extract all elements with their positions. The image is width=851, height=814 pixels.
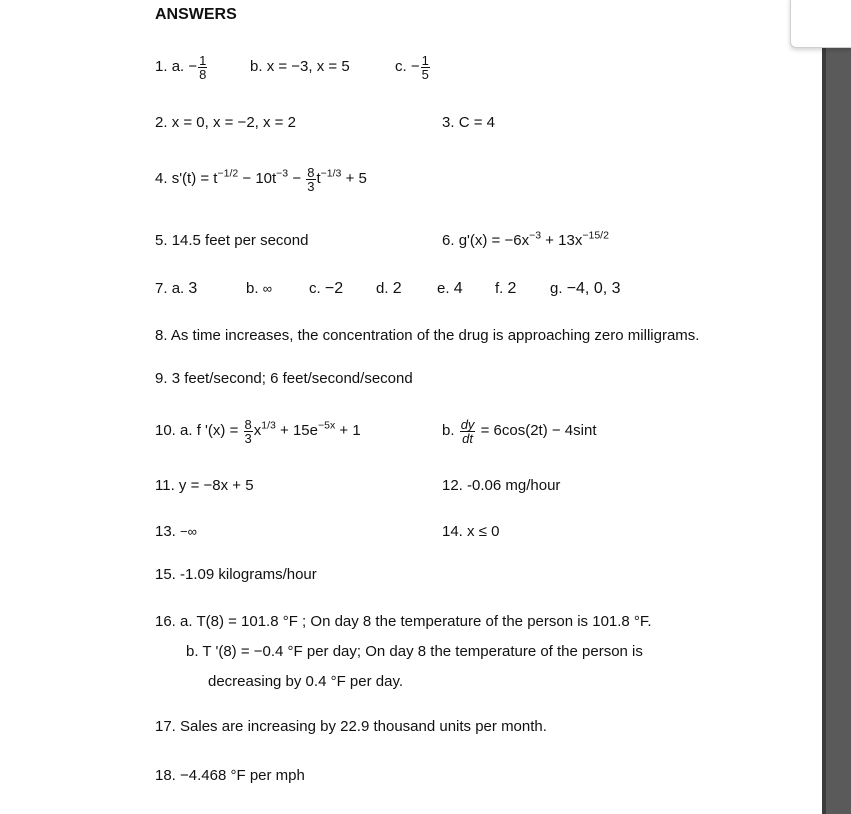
floating-panel-edge [790, 0, 851, 48]
answer-1c-numerator: 1 [421, 52, 429, 68]
answer-17 [155, 718, 547, 735]
answer-1c [395, 52, 431, 82]
answer-16b-continuation [208, 673, 403, 690]
answer-10a-exponent-2: −5x [317, 419, 336, 432]
answer-1a-fraction [198, 54, 207, 81]
answer-10a-term-2: + 15e [275, 422, 318, 439]
answer-7c-label: c. [309, 280, 321, 297]
answer-16b-text: b. T '(8) = −0.4 °F per day; On day 8 the temperature of the person is [186, 643, 643, 660]
answer-15-text: -1.09 kilograms/hour [180, 566, 317, 583]
answer-5-text: 14.5 feet per second [171, 232, 309, 249]
answer-7-number: 7. [155, 280, 168, 297]
answer-1-number: 1. [155, 58, 168, 75]
answer-8-text: As time increases, the concentration of the drug is approaching zero milligrams. [170, 327, 700, 344]
answer-1 [155, 52, 208, 82]
answer-18-number: 18. [155, 767, 176, 784]
answer-9-text: 3 feet/second; 6 feet/second/second [171, 370, 413, 387]
answer-10b-denominator: dt [462, 430, 473, 446]
answer-7a-value: 3 [188, 280, 198, 297]
page-title: ANSWERS [155, 6, 237, 23]
answer-2-text: x = 0, x = −2, x = 2 [171, 114, 296, 131]
answer-10b-numerator: dy [460, 416, 475, 432]
answer-7g-value: −4, 0, 3 [566, 280, 621, 297]
answer-10a-denominator: 3 [244, 430, 252, 446]
answer-7d-label: d. [376, 280, 389, 297]
answer-1b [250, 58, 350, 75]
answer-10b-fraction [460, 418, 476, 445]
answer-10a-lhs: f '(x) = [196, 422, 243, 439]
answer-7e-label: e. [437, 280, 450, 297]
answer-7c [309, 280, 343, 298]
answer-7e-value: 4 [453, 280, 463, 297]
answer-12-text: -0.06 mg/hour [467, 477, 561, 494]
answer-17-number: 17. [155, 718, 176, 735]
answer-10a-fraction [244, 418, 253, 445]
answer-4-fraction [306, 166, 315, 193]
answer-16b [186, 643, 643, 660]
answer-6-term-2: + 13x [541, 232, 583, 249]
answer-7 [155, 280, 197, 298]
answer-3-text: C = 4 [458, 114, 495, 131]
answer-12 [442, 477, 560, 494]
answer-16b-continuation-text: decreasing by 0.4 °F per day. [208, 673, 403, 690]
answer-7g-label: g. [550, 280, 563, 297]
answer-4-exponent-1: −1/2 [217, 167, 239, 180]
answer-1a-sign: − [188, 58, 198, 75]
answer-1a-label: a. [171, 58, 185, 75]
answer-10a-tail: + 1 [335, 422, 361, 439]
answer-16a-text: a. T(8) = 101.8 °F ; On day 8 the temperature of the person is 101.8 °F. [180, 613, 652, 630]
answer-4-exponent-3: −1/3 [320, 167, 342, 180]
answer-2-number: 2. [155, 114, 168, 131]
answer-1c-denominator: 5 [421, 66, 429, 82]
answer-13-number: 13. [155, 523, 176, 540]
answer-5 [155, 232, 308, 249]
answer-1b-label: b. [250, 58, 263, 75]
answer-4-number: 4. [155, 170, 168, 187]
answer-5-number: 5. [155, 232, 168, 249]
answer-10a-exponent-1: 1/3 [261, 419, 276, 432]
answer-10b [442, 414, 596, 448]
answer-4-lhs: s'(t) = t [171, 170, 218, 187]
answer-7f-value: 2 [507, 280, 517, 297]
answer-10a-label: a. [180, 422, 193, 439]
answer-1a-denominator: 8 [199, 66, 207, 82]
answer-3-number: 3. [442, 114, 455, 131]
answer-12-number: 12. [442, 477, 463, 494]
answer-7f-label: f. [495, 280, 504, 297]
answer-3 [442, 114, 495, 131]
answer-14-text: x ≤ 0 [467, 523, 500, 540]
answer-17-text: Sales are increasing by 22.9 thousand units per month. [180, 718, 547, 735]
answer-10b-label: b. [442, 422, 455, 439]
answer-10a-x: x [253, 422, 262, 439]
answer-15-number: 15. [155, 566, 176, 583]
answer-10a-numerator: 8 [244, 416, 252, 432]
answer-16-number: 16. [155, 613, 176, 630]
answer-7g [550, 280, 621, 298]
answer-14-number: 14. [442, 523, 463, 540]
answer-13 [155, 523, 197, 540]
answer-9 [155, 370, 413, 387]
answer-4-tail: + 5 [341, 170, 367, 187]
answer-1c-sign: − [410, 58, 420, 75]
answer-4-numerator: 8 [307, 164, 315, 180]
answer-16a [155, 613, 652, 630]
answer-10-number: 10. [155, 422, 176, 439]
answer-4 [155, 162, 367, 196]
answer-7e [437, 280, 463, 298]
answer-1b-text: x = −3, x = 5 [266, 58, 350, 75]
answer-8-number: 8. [155, 327, 168, 344]
answer-4-exponent-2: −3 [276, 167, 289, 180]
answer-1c-fraction [421, 54, 430, 81]
answer-8 [155, 327, 699, 344]
answer-7b-label: b. [246, 280, 259, 297]
answer-6-exponent-2: −15/2 [582, 229, 609, 242]
answer-9-number: 9. [155, 370, 168, 387]
answer-6 [442, 229, 609, 249]
answer-6-exponent-1: −3 [529, 229, 542, 242]
answer-2 [155, 114, 296, 131]
answer-10a [155, 414, 361, 448]
answer-15 [155, 566, 317, 583]
answer-18 [155, 767, 305, 784]
answer-4-minus: − [288, 170, 306, 187]
answer-7b-value: ∞ [262, 281, 272, 296]
answer-10b-rhs: = 6cos(2t) − 4sint [476, 422, 597, 439]
answer-1c-label: c. [395, 58, 407, 75]
answer-6-lhs: g'(x) = −6x [458, 232, 530, 249]
answer-7d [376, 280, 402, 298]
answer-7d-value: 2 [392, 280, 402, 297]
answer-1a-numerator: 1 [199, 52, 207, 68]
answer-4-term-3: t [316, 170, 321, 187]
answer-4-term-2: − 10t [238, 170, 277, 187]
viewer-side-gutter [822, 0, 851, 814]
answer-7c-value: −2 [324, 280, 344, 297]
answer-6-number: 6. [442, 232, 455, 249]
answer-11 [155, 477, 254, 494]
answer-11-number: 11. [155, 477, 175, 494]
answer-18-text: −4.468 °F per mph [180, 767, 305, 784]
answer-11-text: y = −8x + 5 [178, 477, 254, 494]
answer-7f [495, 280, 516, 298]
answer-7b [246, 280, 272, 297]
answer-4-denominator: 3 [307, 178, 315, 194]
answer-14 [442, 523, 499, 540]
answer-7a-label: a. [171, 280, 185, 297]
answer-13-text: −∞ [180, 524, 197, 539]
